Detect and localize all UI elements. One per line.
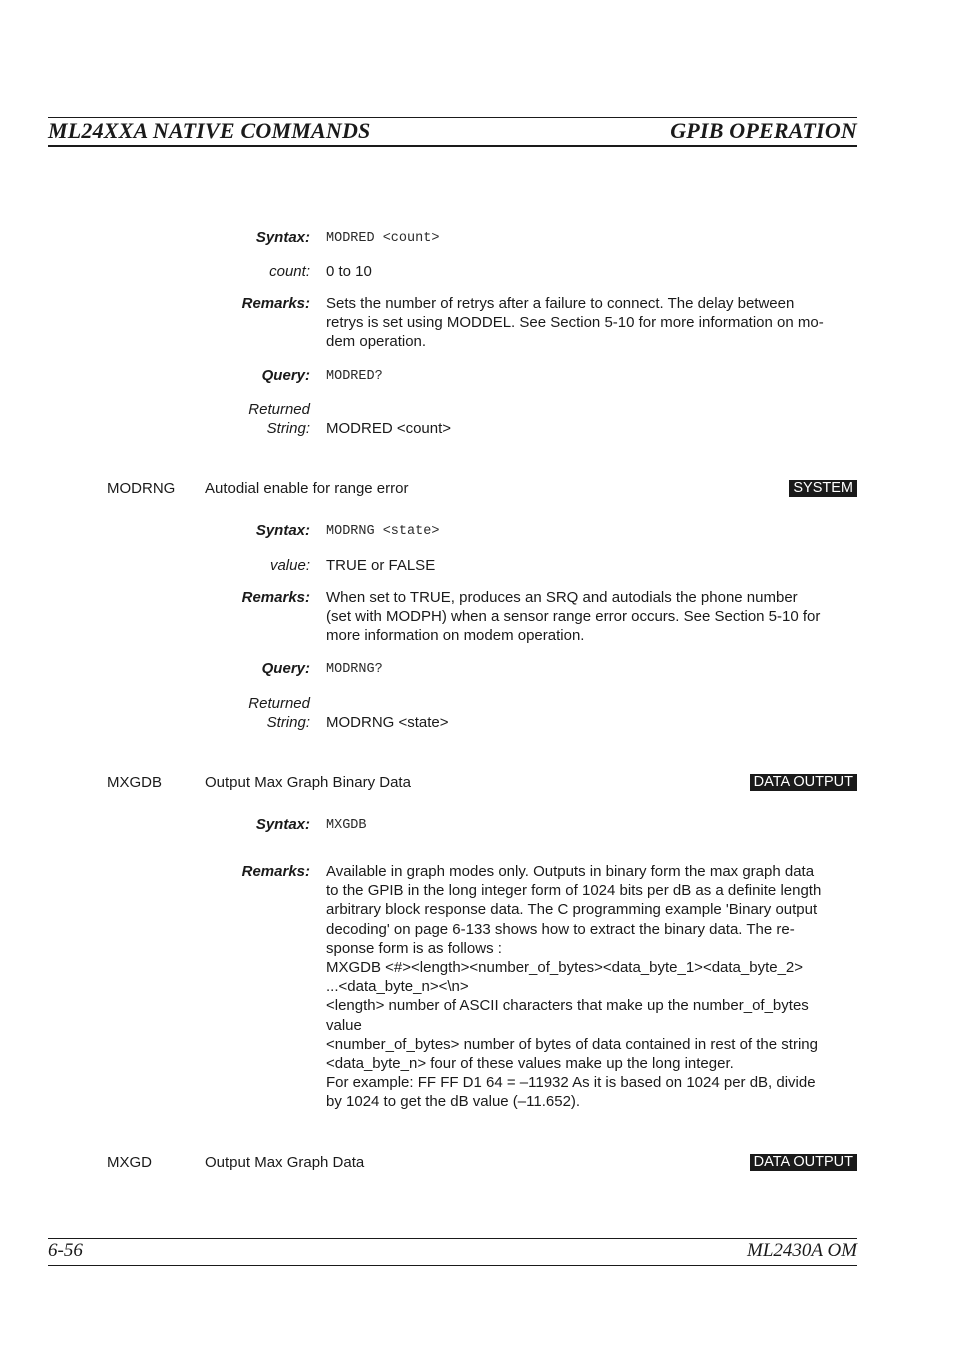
modrng-description: Autodial enable for range error <box>205 480 409 497</box>
modrng-returned-label: Returned <box>248 695 310 712</box>
document-name: ML2430A OM <box>747 1240 857 1261</box>
modrng-command: MODRNG <box>107 480 176 497</box>
mxgdb-syntax-value: MXGDB <box>326 818 367 833</box>
remarks-line: Sets the number of retrys after a failure to connect. The delay between <box>326 295 795 312</box>
remarks-line: Available in graph modes only. Outputs in binary form the max graph data <box>326 863 815 880</box>
modrng-param-label: value: <box>269 557 310 574</box>
mxgd-category-badge: DATA OUTPUT <box>750 1154 857 1171</box>
remarks-line: MXGDB <#><length><number_of_bytes><data_byte_1><data_byte_2> <box>326 959 804 977</box>
running-header-right: GPIB OPERATION <box>670 118 857 143</box>
modred-param-label: count: <box>269 263 310 280</box>
mxgdb-category-badge: DATA OUTPUT <box>750 774 857 791</box>
page-number: 6-56 <box>48 1240 83 1261</box>
mxgdb-description: Output Max Graph Binary Data <box>205 774 411 791</box>
modrng-query-label: Query: <box>261 660 310 677</box>
mxgd-description: Output Max Graph Data <box>205 1154 365 1171</box>
modred-query-value: MODRED? <box>326 369 383 384</box>
mxgdb-syntax-label: Syntax: <box>255 816 310 833</box>
modred-param-value: 0 to 10 <box>326 263 372 280</box>
modrng-syntax-label: Syntax: <box>255 522 310 539</box>
remarks-line: value <box>326 1016 362 1034</box>
footer-bottom-rule <box>48 1265 857 1266</box>
modrng-returned-value: MODRNG <state> <box>326 714 449 731</box>
remarks-line: sponse form is as follows : <box>326 939 502 957</box>
remarks-line: dem operation. <box>326 333 427 351</box>
remarks-line: retrys is set using MODDEL. See Section 5-10 for more information on mo- <box>326 314 824 332</box>
remarks-line: arbitrary block response data. The C programming example 'Binary output <box>326 901 818 919</box>
modrng-query-value: MODRNG? <box>326 662 383 677</box>
remarks-line: to the GPIB in the long integer form of 1024 bits per dB as a definite length <box>326 882 822 900</box>
header-top-rule <box>48 117 857 118</box>
remarks-line: by 1024 to get the dB value (–11.652). <box>326 1093 581 1111</box>
modred-remarks-text <box>326 294 858 352</box>
modrng-category-badge: SYSTEM <box>789 480 857 497</box>
remarks-line: ...<data_byte_n><\n> <box>326 978 469 996</box>
remarks-line: more information on modem operation. <box>326 627 585 645</box>
modred-remarks-label: Remarks: <box>241 295 310 312</box>
modrng-remarks-text <box>326 588 858 646</box>
modrng-string-label: String: <box>266 714 310 731</box>
modred-syntax-value: MODRED <count> <box>326 231 440 246</box>
running-header-left: ML24XXA NATIVE COMMANDS <box>48 118 371 143</box>
modred-returned-value: MODRED <count> <box>326 420 452 437</box>
mxgdb-remarks-label: Remarks: <box>241 863 310 880</box>
modred-syntax-label: Syntax: <box>255 229 310 246</box>
footer-top-rule <box>48 1238 857 1239</box>
remarks-line: <number_of_bytes> number of bytes of data contained in rest of the string <box>326 1035 818 1053</box>
mxgd-command: MXGD <box>107 1154 152 1171</box>
mxgdb-remarks-text <box>326 862 858 1112</box>
modred-query-label: Query: <box>261 367 310 384</box>
modrng-syntax-value: MODRNG <state> <box>326 524 440 539</box>
remarks-line: When set to TRUE, produces an SRQ and autodials the phone number <box>326 589 798 606</box>
mxgdb-command: MXGDB <box>107 774 163 791</box>
remarks-line: For example: FF FF D1 64 = –11932 As it is based on 1024 per dB, divide <box>326 1074 816 1092</box>
modrng-remarks-label: Remarks: <box>241 589 310 606</box>
modred-returned-label: Returned <box>248 401 310 418</box>
remarks-line: <length> number of ASCII characters that make up the number_of_bytes <box>326 997 809 1015</box>
header-bottom-rule <box>48 145 857 147</box>
modrng-param-value: TRUE or FALSE <box>326 557 436 574</box>
remarks-line: decoding' on page 6-133 shows how to extract the binary data. The re- <box>326 920 795 938</box>
modred-string-label: String: <box>266 420 310 437</box>
remarks-line: (set with MODPH) when a sensor range error occurs. See Section 5-10 for <box>326 608 821 626</box>
remarks-line: <data_byte_n> four of these values make up the long integer. <box>326 1055 734 1073</box>
